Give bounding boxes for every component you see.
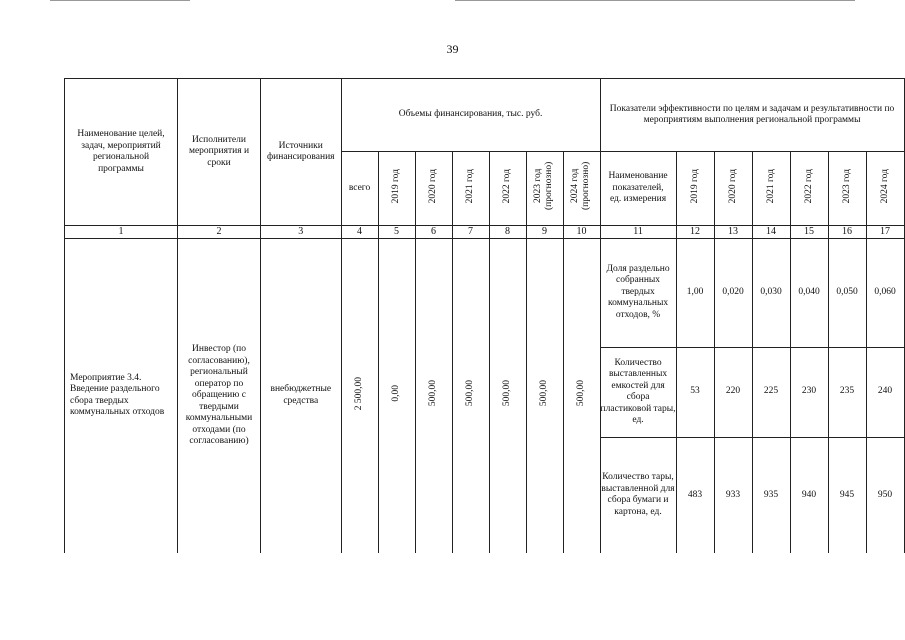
column-numbers-row: [65, 226, 905, 239]
col-number: 14: [752, 226, 790, 239]
indicator-value: 235: [828, 347, 866, 437]
measure-name: Мероприятие 3.4. Введение раздельного сбора твердых коммунальных отходов: [65, 238, 178, 553]
indicator-value: 225: [752, 347, 790, 437]
col-number: 4: [341, 226, 378, 239]
header-funding-2022: 2022 год: [502, 169, 513, 204]
indicator-value: 940: [790, 437, 828, 553]
col-number: 5: [378, 226, 415, 239]
funding-2024: 500,00: [576, 380, 587, 407]
indicator-value: 0,040: [790, 238, 828, 347]
header-funding-2024: 2024 год (прогнозно): [569, 162, 591, 211]
header-funding-total: всего: [341, 152, 378, 226]
col-number: 12: [676, 226, 714, 239]
indicator-value: 1,00: [676, 238, 714, 347]
header-funding-2020: 2020 год: [428, 169, 439, 204]
header-funding-title: Объемы финансирования, тыс. руб.: [341, 79, 600, 152]
col-number: 13: [714, 226, 752, 239]
indicator-value: 0,030: [752, 238, 790, 347]
header-executors: Исполнители мероприятия и сроки: [178, 79, 261, 226]
indicator-value: 935: [752, 437, 790, 553]
header-funding-2019: 2019 год: [391, 169, 402, 204]
col-number: 6: [415, 226, 452, 239]
top-rule-right: [455, 0, 855, 1]
indicator-value: 950: [866, 437, 904, 553]
indicator-value: 933: [714, 437, 752, 553]
header-goals: Наименование целей, задач, мероприятий региональной программы: [65, 79, 178, 226]
indicator-value: 240: [866, 347, 904, 437]
col-number: 7: [452, 226, 489, 239]
header-funding-2021: 2021 год: [465, 169, 476, 204]
funding-2020: 500,00: [428, 380, 439, 407]
header-ind-2019: 2019 год: [689, 169, 700, 204]
funding-2023: 500,00: [539, 380, 550, 407]
executor-name: Инвестор (по согласованию), региональный оператор по обращению с твердыми коммунальными отходами (по согласованию): [178, 238, 261, 553]
col-number: 9: [526, 226, 563, 239]
col-number: 1: [65, 226, 178, 239]
col-number: 11: [600, 226, 676, 239]
header-ind-2024: 2024 год: [879, 169, 890, 204]
indicator-value: 0,020: [714, 238, 752, 347]
funding-total: 2 500,00: [354, 376, 365, 411]
header-source: Источники финансирования: [261, 79, 342, 226]
funding-2021: 500,00: [465, 380, 476, 407]
header-ind-2022: 2022 год: [803, 169, 814, 204]
funding-2022: 500,00: [502, 380, 513, 407]
col-number: 15: [790, 226, 828, 239]
col-number: 17: [866, 226, 904, 239]
indicator-value: 0,050: [828, 238, 866, 347]
header-ind-2020: 2020 год: [727, 169, 738, 204]
indicator-value: 0,060: [866, 238, 904, 347]
indicator-name: Доля раздельно собранных твердых коммунальных отходов, %: [600, 238, 676, 347]
col-number: 16: [828, 226, 866, 239]
indicator-name: Количество тары, выставленной для сбора бумаги и картона, ед.: [600, 437, 676, 553]
col-number: 2: [178, 226, 261, 239]
indicator-name: Количество выставленных емкостей для сбора пластиковой тары, ед.: [600, 347, 676, 437]
funding-2019: 0,00: [391, 385, 402, 402]
indicator-value: 220: [714, 347, 752, 437]
indicator-value: 945: [828, 437, 866, 553]
header-indicator-name: Наименование показателей, ед. измерения: [600, 152, 676, 226]
indicator-value: 230: [790, 347, 828, 437]
header-indicators-title: Показатели эффективности по целям и задачам и результативности по мероприятиям выполнения региональной программы: [600, 79, 904, 152]
col-number: 10: [563, 226, 600, 239]
table-row: [65, 238, 905, 347]
indicator-value: 53: [676, 347, 714, 437]
indicator-value: 483: [676, 437, 714, 553]
col-number: 8: [489, 226, 526, 239]
header-funding-2023: 2023 год (прогнозно): [532, 162, 554, 211]
col-number: 3: [261, 226, 342, 239]
funding-source: внебюджетные средства: [261, 238, 342, 553]
header-ind-2021: 2021 год: [765, 169, 776, 204]
program-table: [64, 78, 905, 553]
header-ind-2023: 2023 год: [841, 169, 852, 204]
top-rule-left: [50, 0, 190, 1]
page-number: 39: [446, 42, 459, 56]
